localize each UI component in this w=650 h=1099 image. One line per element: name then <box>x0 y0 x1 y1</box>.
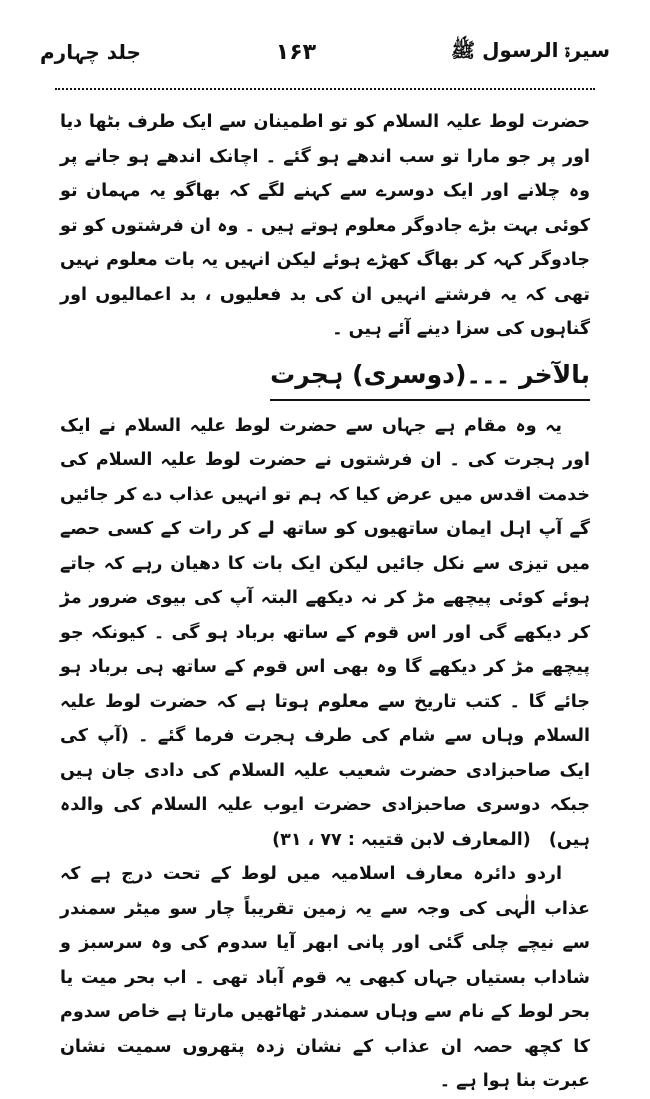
volume-label: جلد چہارم <box>40 40 141 64</box>
page-header <box>40 30 610 74</box>
header-divider <box>55 88 595 90</box>
paragraph-1: حضرت لوط علیہ السلام کو تو اطمینان سے ایک طرف بٹھا دیا اور پر جو مارا تو سب اندھے ہو گئے ۔ اچانک اندھے ہو جانے پر وہ چلانے اور ایک دوسرے سے کہنے لگے کہ بھاگو یہ مہمان تو کوئی بہت بڑے جادوگر معلوم ہوتے ہیں ۔ وہ ان فرشتوں کو تو جادوگر کہہ کر بھاگ کھڑے ہوئے لیکن انہیں یہ بات معلوم نہیں تھی کہ یہ فرشتے انہیں ان کی بد فعلیوں ، بد اعمالیوں اور گناہوں کی سزا دینے آئے ہیں ۔ <box>60 112 590 339</box>
paragraph-2 <box>60 409 590 858</box>
paragraph-2-text: یہ وہ مقام ہے جہاں سے حضرت لوط علیہ السلام نے ایک اور ہجرت کی ۔ ان فرشتوں نے حضرت لوط علیہ السلام کی خدمت اقدس میں عرض کیا کہ ہم تو انہیں عذاب دے کر جائیں گے آپ اہل ایمان ساتھیوں کو ساتھ لے کر رات کے کسی حصے میں تیزی سے نکل جائیں لیکن ایک بات کا دھیان رہے کہ جاتے ہوئے کوئی پیچھے مڑ کر نہ دیکھے البتہ آپ کی بیوی ضرور مڑ کر دیکھے گی اور اس قوم کے ساتھ برباد ہو گی ۔ کیونکہ جو پیچھے مڑ کر دیکھے گا وہ بھی اس قوم کے ساتھ ہی برباد ہو جائے گا ۔ کتب تاریخ سے معلوم ہوتا ہے کہ حضرت لوط علیہ السلام وہاں سے شام کی طرف ہجرت فرما گئے ۔ (آپ کی ایک صاحبزادی حضرت شعیب علیہ السلام کی دادی جان ہیں جبکہ دوسری صاحبزادی حضرت ایوب علیہ السلام کی والدہ ہیں) <box>60 415 590 850</box>
section-heading: بالآخر ۔۔۔(دوسری) ہجرت <box>270 353 590 401</box>
page-number: ۱۶۳ <box>275 39 317 65</box>
citation: (المعارف لابن قتیبہ : ۷۷ ، ۳۱) <box>272 829 531 850</box>
paragraph-3: اردو دائرہ معارف اسلامیہ میں لوط کے تحت درج ہے کہ عذاب الٰہی کی وجہ سے یہ زمین تقریباً چار سو میٹر سمندر سے نیچے چلی گئی اور پانی ابھر آیا سدوم کی وہ سرسبز و شاداب بستیاں جہاں کبھی یہ قوم آباد تھی ۔ اب بحر میت یا بحر لوط کے نام سے وہاں سمندر ٹھاٹھیں مارتا ہے خاص سدوم کا کچھ حصہ ان عذاب کے نشان زدہ پتھروں سمیت نشان عبرت بنا ہوا ہے ۔ <box>60 864 590 1091</box>
book-title: سیرۃ الرسول ﷺ <box>450 37 610 62</box>
page-body <box>60 105 590 1099</box>
